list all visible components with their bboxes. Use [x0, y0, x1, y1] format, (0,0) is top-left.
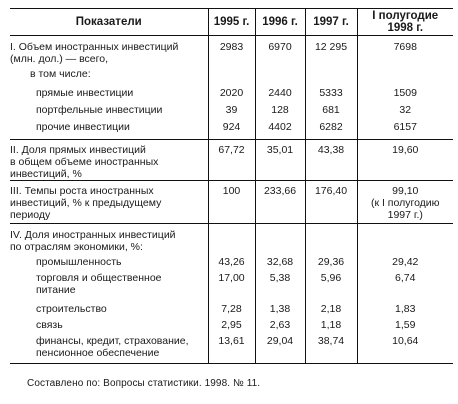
- table-cell: 43,38: [305, 140, 357, 181]
- table-cell: 1,83: [357, 300, 453, 319]
- table-cell: 35,01: [255, 140, 305, 181]
- header-row: [10, 9, 453, 36]
- section-1-title: I. Объем иностранных инвестиций (млн. дол.) — всего,: [10, 41, 179, 65]
- investment-table: [10, 8, 453, 364]
- table-cell: 2,63: [255, 319, 305, 335]
- table-cell: 32: [357, 104, 453, 121]
- table-cell: 2983: [208, 36, 255, 66]
- row-label: прямые инвестиции: [36, 87, 134, 99]
- table-cell: 924: [208, 121, 255, 140]
- table-cell: 2,95: [208, 319, 255, 335]
- table-cell: 6157: [357, 121, 453, 140]
- table-cell: 176,40: [305, 181, 357, 224]
- table-cell: 2,18: [305, 300, 357, 319]
- table-cell: 5,38: [255, 272, 305, 300]
- row-label: прочие инвестиции: [10, 121, 208, 140]
- table-cell: 1,18: [305, 319, 357, 335]
- table-row: [10, 335, 453, 364]
- table-cell: 67,72: [208, 140, 255, 181]
- row-label: портфельные инвестиции: [36, 104, 163, 116]
- table-cell: 1,38: [255, 300, 305, 319]
- table-cell: 43,26: [208, 253, 255, 272]
- table-row: [10, 300, 453, 319]
- table-cell: 29,42: [357, 253, 453, 272]
- section-4-title-row: [10, 224, 453, 254]
- row-label: торговля и общественное питание: [36, 272, 162, 296]
- header-1998-h1: I полугодие 1998 г.: [357, 9, 453, 36]
- header-1995: 1995 г.: [208, 9, 255, 36]
- table-row: [10, 121, 453, 140]
- header-1996: 1996 г.: [255, 9, 305, 36]
- section-3-row: [10, 181, 453, 224]
- table-cell: 233,66: [255, 181, 305, 224]
- table-row: [10, 272, 453, 300]
- table-cell: 4402: [255, 121, 305, 140]
- table-cell: 1,59: [357, 319, 453, 335]
- table-cell: 7,28: [208, 300, 255, 319]
- section-2-row: [10, 140, 453, 181]
- table-cell: 99,10 (к I полугодию 1997 г.): [357, 181, 453, 224]
- table-cell: 29,04: [255, 335, 305, 364]
- section-1-subtitle-row: [10, 65, 453, 84]
- table-cell: 6,74: [357, 272, 453, 300]
- table-cell: 6970: [255, 36, 305, 66]
- table-row: [10, 104, 453, 121]
- table-cell: 2440: [255, 84, 305, 104]
- table-row: [10, 84, 453, 104]
- table-cell: 5,96: [305, 272, 357, 300]
- source-note: Составлено по: Вопросы статистики. 1998. № 11.: [27, 378, 261, 389]
- section-3-title: III. Темпы роста иностранных инвестиций, % к предыдущему периоду: [10, 181, 208, 224]
- table-cell: 681: [305, 104, 357, 121]
- table-cell: 6282: [305, 121, 357, 140]
- table-cell: 7698: [357, 36, 453, 66]
- table-cell: 17,00: [208, 272, 255, 300]
- table-cell: 100: [208, 181, 255, 224]
- section-4-title: IV. Доля иностранных инвестиций по отраслям экономики, %:: [10, 229, 176, 253]
- header-1997: 1997 г.: [305, 9, 357, 36]
- row-label: строительство: [36, 303, 107, 315]
- section-2-title: II. Доля прямых инвестиций в общем объеме иностранных инвестиций, %: [10, 140, 208, 181]
- row-label: связь: [36, 319, 63, 331]
- row-label: промышленность: [36, 256, 122, 268]
- statistics-document: [10, 8, 453, 364]
- table-cell: 1509: [357, 84, 453, 104]
- table-cell: 32,68: [255, 253, 305, 272]
- table-cell: 29,36: [305, 253, 357, 272]
- table-row: [10, 319, 453, 335]
- table-cell: 12 295: [305, 36, 357, 66]
- table-cell: 13,61: [208, 335, 255, 364]
- table-cell: 2020: [208, 84, 255, 104]
- table-cell: 19,60: [357, 140, 453, 181]
- table-cell: 38,74: [305, 335, 357, 364]
- table-cell: 10,64: [357, 335, 453, 364]
- header-indicators: Показатели: [10, 9, 208, 36]
- row-label: финансы, кредит, страхование, пенсионное обеспечение: [10, 335, 208, 364]
- table-cell: 5333: [305, 84, 357, 104]
- table-cell: 128: [255, 104, 305, 121]
- section-1-total-row: [10, 36, 453, 66]
- table-row: [10, 253, 453, 272]
- table-cell: 39: [208, 104, 255, 121]
- section-1-subtitle: в том числе:: [30, 68, 91, 80]
